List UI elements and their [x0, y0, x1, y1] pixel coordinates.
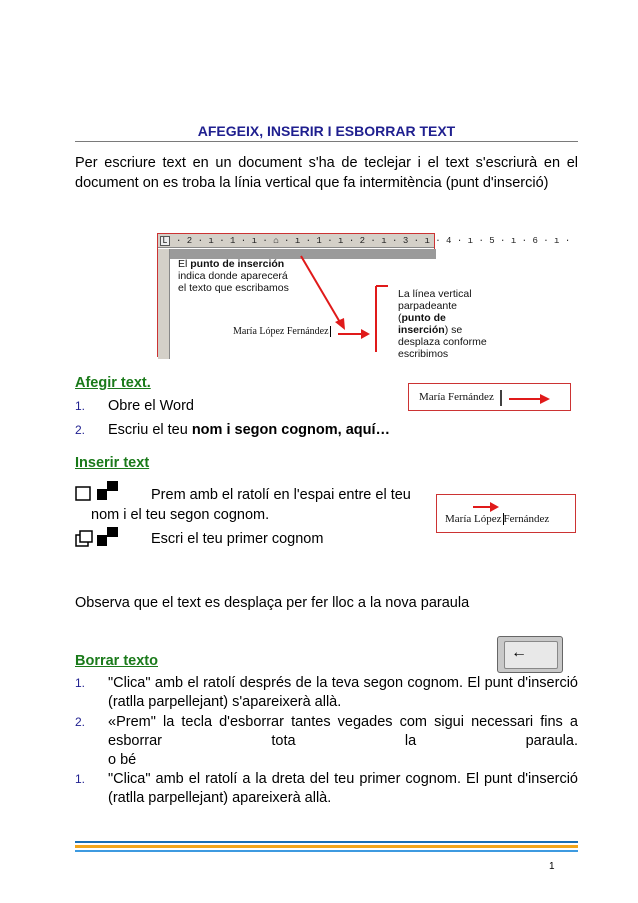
insert-step-2: Escri el teu primer cognom [151, 531, 324, 547]
inserir-arrow [437, 495, 577, 534]
footer-line-lightblue [75, 850, 578, 852]
observation-text: Observa que el text es desplaça per fer lloc a la nova paraula [75, 595, 470, 611]
arrow-head [490, 502, 499, 512]
pointer-arrow-head [335, 318, 345, 330]
ruler: · 2 · ı · 1 · ı · ⌂ · ı · 1 · ı · 2 · ı · 3 · ı · 4 · ı · 5 · ı · 6 · ı · [158, 234, 434, 248]
insertion-point-note: El punto de inserción indica donde aparecerá el texto que escribamos [178, 258, 289, 294]
insert-step-1: Prem amb el ratolí en l'espai entre el teu [151, 487, 411, 503]
keyboard-type-icon [75, 525, 125, 549]
move-arrow-head [361, 329, 370, 339]
blinking-line-note: La línea vertical parpadeante (punto de inserción) se desplaza conforme escribimos [398, 288, 487, 360]
tab-selector-icon: L [160, 236, 170, 246]
word-screenshot [157, 233, 571, 360]
arrows-overlay [158, 234, 436, 358]
afegir-arrow [409, 384, 572, 412]
sample-name: María López Fernández [233, 326, 329, 337]
intro-paragraph: Per escriure text en un document s'ha de teclejar i el text s'escriurà en el document on es troba la línia vertical que fa intermitència (punt d'inserció) [75, 155, 578, 191]
example-box-inserir [436, 494, 576, 533]
example-name-insert: María López Fernández [445, 513, 550, 525]
section-heading-inserir: Inserir text [75, 455, 150, 471]
footer-line-blue [75, 841, 578, 843]
page-number: 1 [549, 861, 555, 872]
title-rule [75, 141, 578, 142]
section-heading-borrar: Borrar texto [75, 653, 158, 669]
pointer-arrow-line [301, 256, 341, 324]
section-heading-afegir: Afegir text. [75, 375, 151, 391]
example-box-afegir [408, 383, 571, 411]
mouse-click-icon [75, 480, 125, 502]
page-title: AFEGEIX, INSERIR I ESBORRAR TEXT [197, 123, 456, 139]
example-name: María Fernández [419, 391, 494, 403]
arrow-head [540, 394, 550, 404]
insert-step-1b: nom i el teu segon cognom. [91, 507, 270, 523]
footer-line-orange [75, 845, 578, 848]
backspace-key-icon: ← [497, 636, 563, 673]
